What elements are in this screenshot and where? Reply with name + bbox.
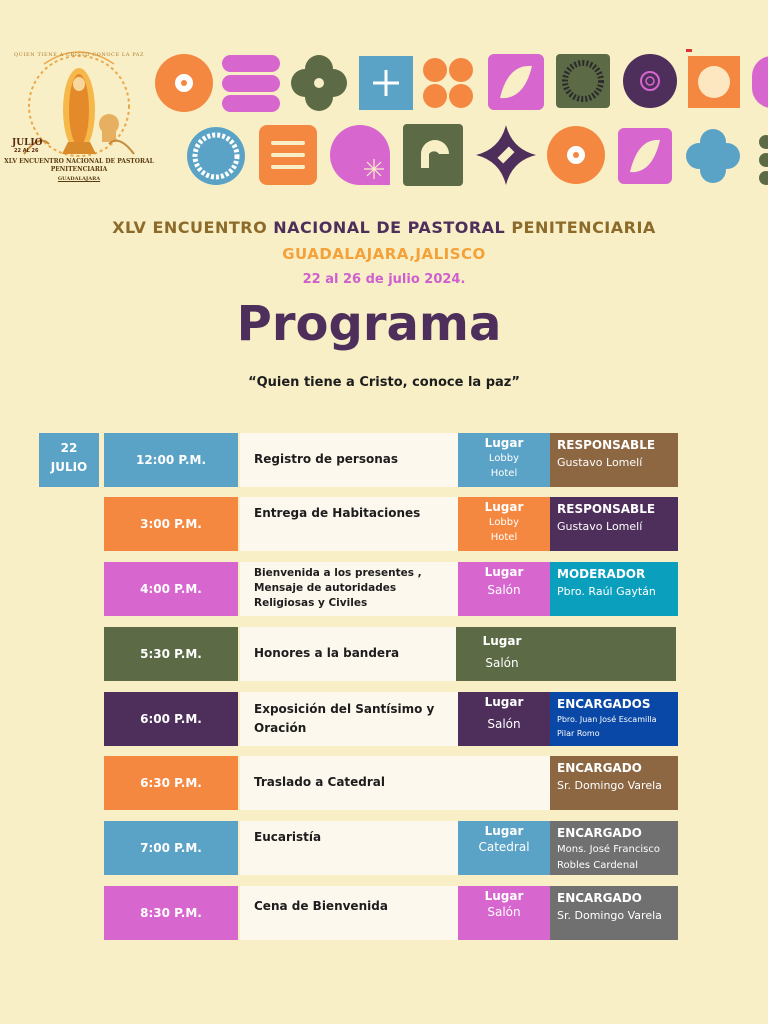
logo-line2: PENITENCIARIA [50,166,108,173]
row-responsible [550,821,678,875]
row-time: 3:00 P.M. [104,497,238,551]
place-value: Salón [487,717,521,731]
place-label: Lugar [484,889,524,903]
place-label: Lugar [484,436,524,450]
event-location: GUADALAJARA,JALISCO [282,245,486,263]
row-responsible [550,692,678,746]
logo-month: JULIO [12,138,43,148]
place-value: Salón [487,905,521,919]
heading-part-1: XLV ENCUENTRO [112,218,268,237]
ribbon-square-icon [488,54,544,110]
row-time: 6:00 P.M. [104,692,238,746]
row-place [458,886,550,940]
schedule-row [104,821,678,875]
date-month: JULIO [50,460,88,474]
responsible-label: ENCARGADO [557,826,642,840]
logo-dates: 22 AL 26 [14,148,39,154]
sun-square-icon [688,56,740,108]
place-value: Salón [485,656,519,670]
decorative-pattern [0,0,768,200]
place-label: Lugar [484,824,524,838]
heading-part-2: NACIONAL DE PASTORAL [273,218,506,237]
row-time: 6:30 P.M. [104,756,238,810]
logo-line3: GUADALAJARA [57,176,101,182]
responsible-label: ENCARGADO [557,891,642,905]
row-responsible [550,886,678,940]
responsible-value: Gustavo Lomelí [557,456,643,469]
date-day: 22 [60,441,78,455]
responsible-value-2: Pilar Romo [557,729,600,738]
four-circles-icon [422,57,474,109]
place-value: Catedral [478,840,530,854]
responsible-value: Sr. Domingo Varela [557,779,662,792]
row-place [458,562,550,616]
responsible-value: Sr. Domingo Varela [557,909,662,922]
event-heading [0,218,768,237]
blossom-icon [684,128,742,184]
gear-ring-icon [186,126,246,186]
heading-part-3: PENITENCIARIA [511,218,656,237]
row-activity: Eucaristía [240,821,458,875]
stacked-pill-icon [222,55,280,113]
motto-quote: “Quien tiene a Cristo, conoce la paz” [248,375,520,390]
page-title: Programa [236,296,502,352]
row-activity: Traslado a Catedral [240,756,550,810]
event-dates: 22 al 26 de julio 2024. [302,272,466,287]
row-activity: Bienvenida a los presentes , Mensaje de autoridades Religiosas y Civiles [240,562,458,616]
schedule-date [39,433,99,487]
place-label: Lugar [482,634,522,648]
responsible-label: RESPONSABLE [557,502,656,516]
schedule-row [104,433,678,487]
partial-pill-icon [752,56,768,108]
place-value: Lobby Hotel [488,453,520,479]
responsible-value-1: Pbro. Juan José Escamilla [557,715,657,724]
row-activity: Cena de Bienvenida [240,886,458,940]
schedule-row [104,692,678,746]
row-place [458,692,550,746]
sunburst-square-icon [556,54,610,108]
star-diamond-icon [476,125,536,185]
quatrefoil-icon [290,54,348,112]
row-responsible [550,497,678,551]
responsible-label: RESPONSABLE [557,438,656,452]
row-time: 8:30 P.M. [104,886,238,940]
responsible-value-2: Robles Cardenal [557,860,639,871]
place-value: Salón [487,583,521,597]
ribbon-square-2-icon [618,128,672,184]
flower-circle-icon [155,54,213,112]
row-responsible [550,756,678,810]
mandala-circle-icon [623,54,677,108]
row-responsible [550,562,678,616]
schedule-row [104,756,678,810]
place-label: Lugar [484,565,524,579]
row-time: 12:00 P.M. [104,433,238,487]
logo-arc-text: QUIEN TIENE A CRISTO CONOCE LA PAZ [13,52,145,58]
row-place [458,433,550,487]
row-time: 5:30 P.M. [104,627,238,681]
row-activity: Exposición del Santísimo y Oración [240,692,458,746]
s-wave-square-icon [259,125,317,185]
responsible-label: ENCARGADOS [557,697,651,711]
schedule-row [104,562,678,616]
arc-square-icon [403,124,463,186]
responsible-label: ENCARGADO [557,761,642,775]
logo-line1: XLV ENCUENTRO NACIONAL DE PASTORAL [4,158,154,165]
row-time: 7:00 P.M. [104,821,238,875]
row-place [456,627,676,681]
sparkle-drop-icon [330,125,390,185]
plus-square-icon [359,56,413,110]
flower-circle-2-icon [547,126,605,184]
row-place [458,821,550,875]
schedule-row [104,497,678,551]
place-value: Lobby Hotel [488,517,520,543]
responsible-value-1: Mons. José Francisco [557,844,660,855]
dots-column-icon [758,134,768,188]
row-time: 4:00 P.M. [104,562,238,616]
row-activity: Registro de personas [240,433,458,487]
row-place [458,497,550,551]
corner-mark [686,49,692,52]
place-label: Lugar [484,695,524,709]
responsible-value: Gustavo Lomelí [557,520,643,533]
responsible-value: Pbro. Raúl Gaytán [557,585,656,598]
schedule-row [104,627,678,681]
place-label: Lugar [484,500,524,514]
row-activity: Entrega de Habitaciones [240,497,458,551]
row-responsible [550,433,678,487]
row-activity: Honores a la bandera [240,627,458,681]
responsible-label: MODERADOR [557,567,646,581]
schedule-row [104,886,678,940]
